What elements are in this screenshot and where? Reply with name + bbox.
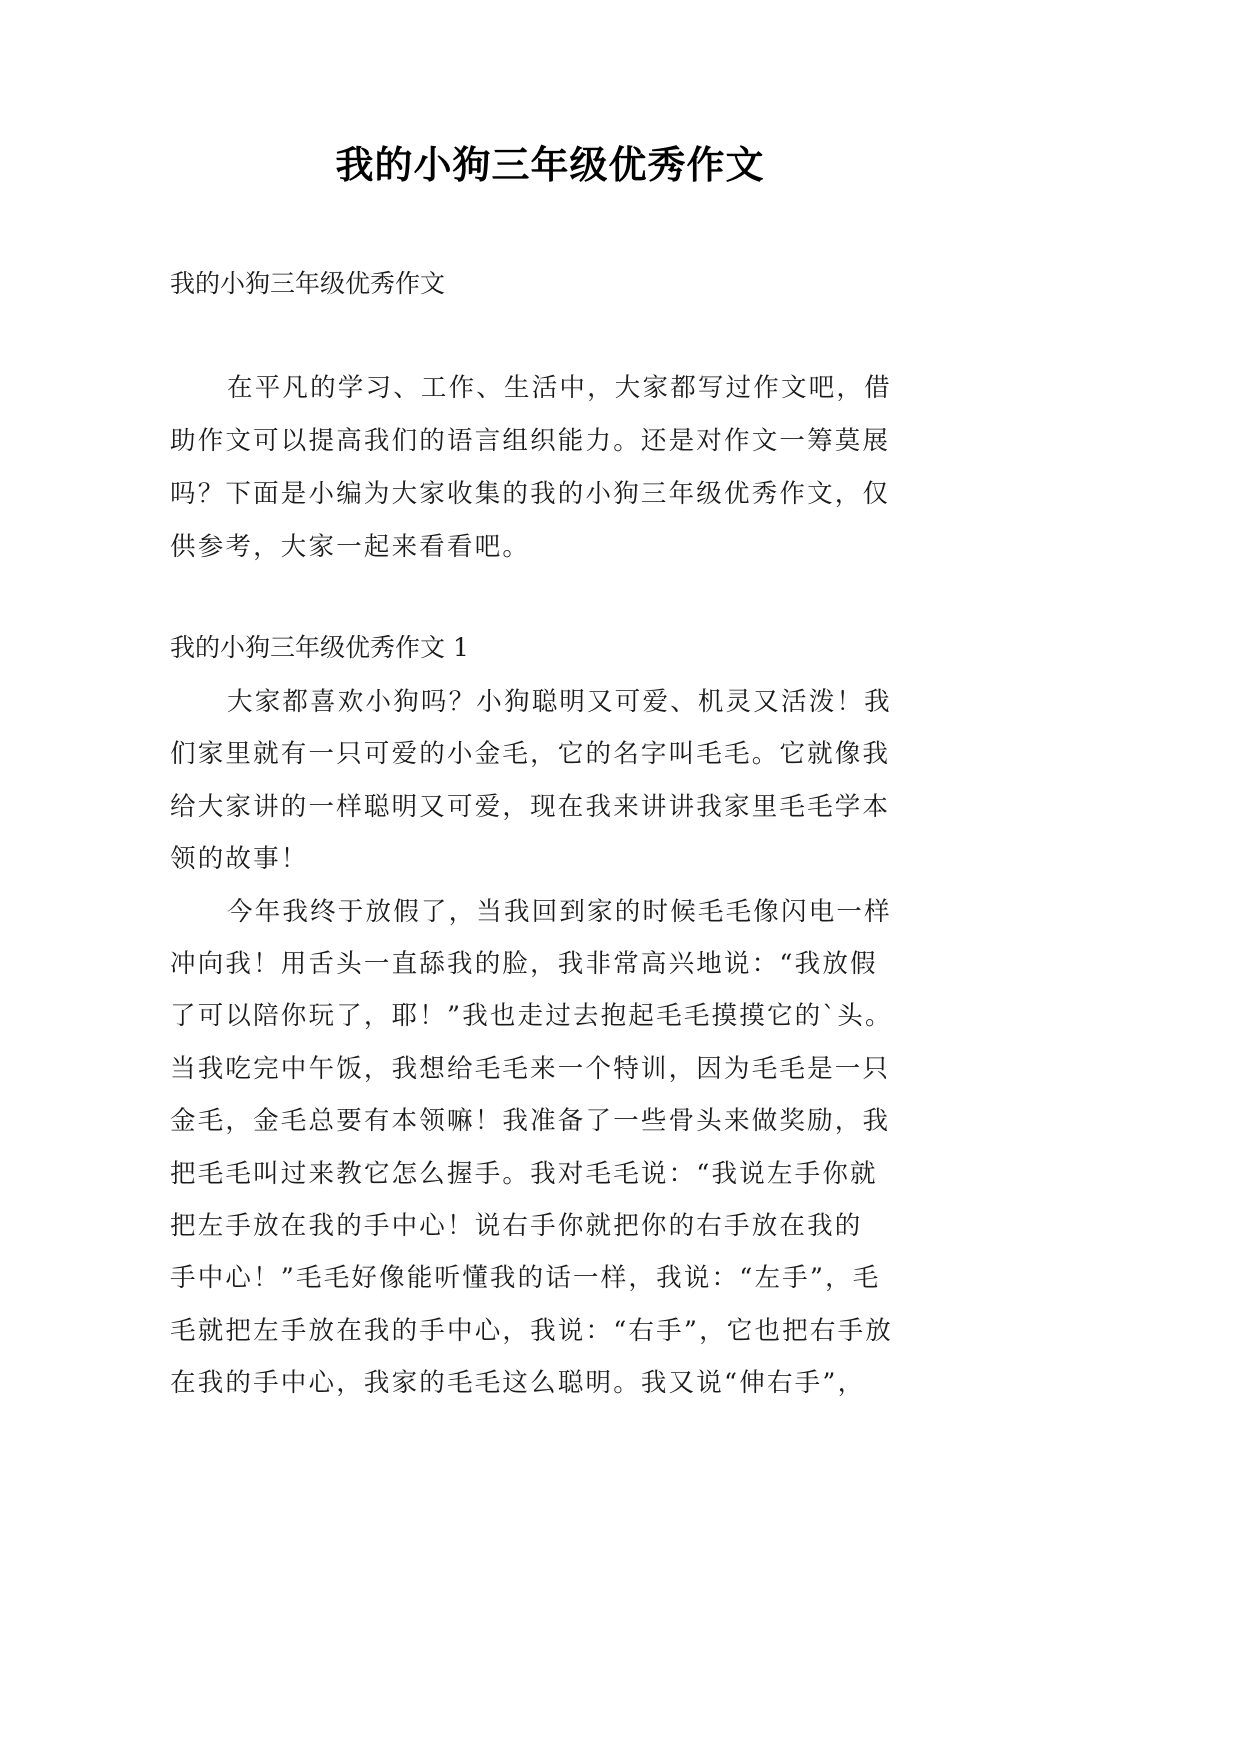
- body-line: 给大家讲的一样聪明又可爱，现在我来讲讲我家里毛毛学本: [170, 791, 891, 822]
- intro-line: 吗？下面是小编为大家收集的我的小狗三年级优秀作文，仅: [170, 479, 891, 509]
- body-line: 今年我终于放假了，当我回到家的时候毛毛像闪电一样: [227, 896, 892, 927]
- body-line: 把毛毛叫过来教它怎么握手。我对毛毛说：“我说左手你就: [170, 1158, 878, 1189]
- body-line: 领的故事！: [170, 844, 309, 875]
- document-title: 我的小狗三年级优秀作文: [335, 142, 765, 187]
- body-line: 当我吃完中午饭，我想给毛毛来一个特训，因为毛毛是一只: [170, 1053, 891, 1084]
- body-line: 把左手放在我的手中心！说右手你就把你的右手放在我的: [170, 1210, 863, 1241]
- body-line: 手中心！”毛毛好像能听懂我的话一样，我说：“左手”，毛: [170, 1263, 881, 1294]
- intro-line: 供参考，大家一起来看看吧。: [170, 532, 531, 562]
- intro-line: 助作文可以提高我们的语言组织能力。还是对作文一筹莫展: [170, 426, 891, 456]
- intro-paragraph: [170, 362, 950, 574]
- body-line: 在我的手中心，我家的毛毛这么聪明。我又说“伸右手”，: [170, 1368, 866, 1399]
- body-line: 大家都喜欢小狗吗？小狗聪明又可爱、机灵又活泼！我: [227, 687, 892, 717]
- body-line: 金毛，金毛总要有本领嘛！我准备了一些骨头来做奖励，我: [170, 1106, 891, 1137]
- body-line: 们家里就有一只可爱的小金毛，它的名字叫毛毛。它就像我: [170, 739, 891, 770]
- intro-line: 在平凡的学习、工作、生活中，大家都写过作文吧，借: [227, 373, 892, 403]
- body-line: 了可以陪你玩了，耶！”我也走过去抱起毛毛摸摸它的`头。: [170, 1001, 893, 1032]
- body-line: 毛就把左手放在我的手中心，我说：“右手”，它也把右手放: [170, 1315, 893, 1346]
- section-heading: 我的小狗三年级优秀作文 1: [170, 633, 469, 662]
- essay-body: [170, 676, 950, 1409]
- document-subtitle: 我的小狗三年级优秀作文: [170, 269, 446, 298]
- body-line: 冲向我！用舌头一直舔我的脸，我非常高兴地说：“我放假: [170, 948, 878, 979]
